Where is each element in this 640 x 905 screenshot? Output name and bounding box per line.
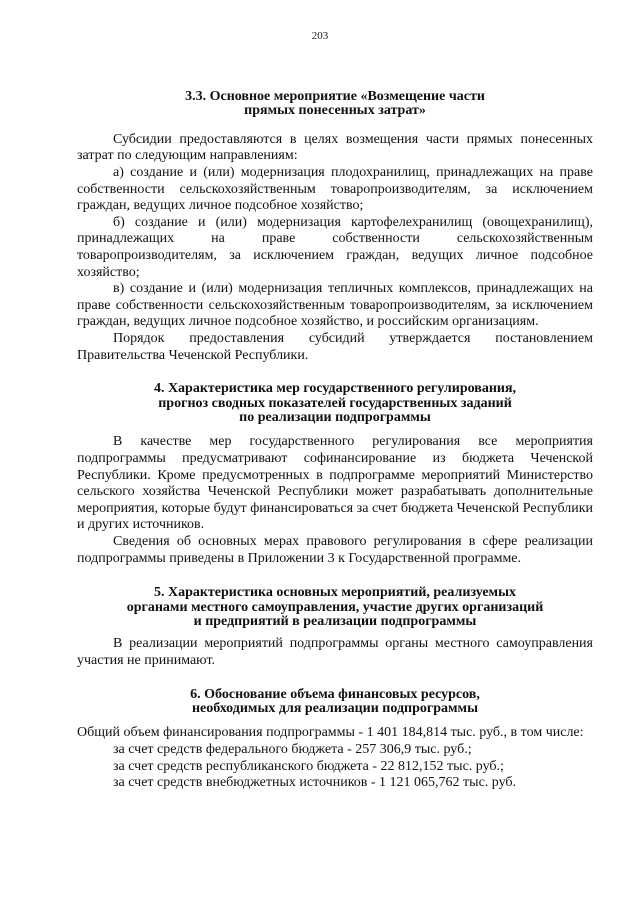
heading-line: прямых понесенных затрат» [244, 103, 426, 119]
paragraph: Субсидии предоставляются в целях возмещения части прямых понесенных затрат по следующим направлениям: [77, 131, 593, 164]
list-item: а) создание и (или) модернизация плодохранилищ, принадлежащих на праве собственности сельскохозяйственным товаропроизводителям, за исключением граждан, ведущих личное подсобное хозяйство; [77, 165, 593, 214]
heading-line: 4. Характеристика мер государственного регулирования, [153, 381, 517, 397]
page-number: 203 [311, 30, 329, 42]
heading-line: необходимых для реализации подпрограммы [191, 700, 479, 716]
section-heading [77, 382, 593, 425]
heading-line: и предприятий в реализации подпрограммы [193, 613, 477, 629]
section-6 [77, 688, 593, 792]
funding-source: за счет средств внебюджетных источников - 1 121 065,762 тыс. руб. [113, 775, 517, 791]
section-heading [77, 586, 593, 629]
section-5 [77, 586, 593, 669]
list-item: в) создание и (или) модернизация тепличных комплексов, принадлежащих на праве собственности сельскохозяйственным товаропроизводителям, за исключением граждан, ведущих личное подсобное хозяйство, и российским организациям. [77, 281, 593, 330]
section-3-3 [77, 90, 593, 364]
paragraph: В реализации мероприятий подпрограммы органы местного самоуправления участия не принимают. [77, 636, 593, 668]
heading-line: органами местного самоуправления, участие других организаций [126, 599, 544, 615]
section-4 [77, 382, 593, 567]
section-heading [77, 688, 593, 717]
paragraph: В качестве мер государственного регулирования все мероприятия подпрограммы предусматривают софинансирование из бюджета Чеченской Республики. Кроме предусмотренных в подпрограмме мероприятий Министерство сельского хозяйства Чеченской Республики может разрабатывать дополнительные мероприятия, которые будут финансироваться за счет бюджета Чеченской Республики и других источников. [77, 434, 593, 533]
heading-line: по реализации подпрограммы [239, 409, 431, 425]
list-item: б) создание и (или) модернизация картофелехранилищ (овощехранилищ), принадлежащих на праве собственности сельскохозяйственным товаропроизводителям, за исключением граждан, ведущих личное подсобное хозяйство; [77, 214, 593, 280]
paragraph: Порядок предоставления субсидий утверждается постановлением Правительства Чеченской Республики. [77, 330, 593, 363]
heading-line: прогноз сводных показателей государственных заданий [158, 395, 512, 411]
heading-line: 3.3. Основное мероприятие «Возмещение части [185, 89, 485, 104]
section-heading [77, 90, 593, 119]
funding-source: за счет средств республиканского бюджета - 22 812,152 тыс. руб.; [113, 758, 504, 774]
heading-line: 5. Характеристика основных мероприятий, реализуемых [153, 585, 517, 601]
funding-source: за счет средств федерального бюджета - 257 306,9 тыс. руб.; [113, 741, 472, 757]
paragraph: Сведения об основных мерах правового регулирования в сфере реализации подпрограммы приведены в Приложении 3 к Государственной программе. [77, 533, 593, 566]
funding-total: Общий объем финансирования подпрограммы - 1 401 184,814 тыс. руб., в том числе: [77, 725, 584, 741]
heading-line: 6. Обоснование объема финансовых ресурсов, [190, 686, 480, 702]
document-body [77, 90, 593, 792]
